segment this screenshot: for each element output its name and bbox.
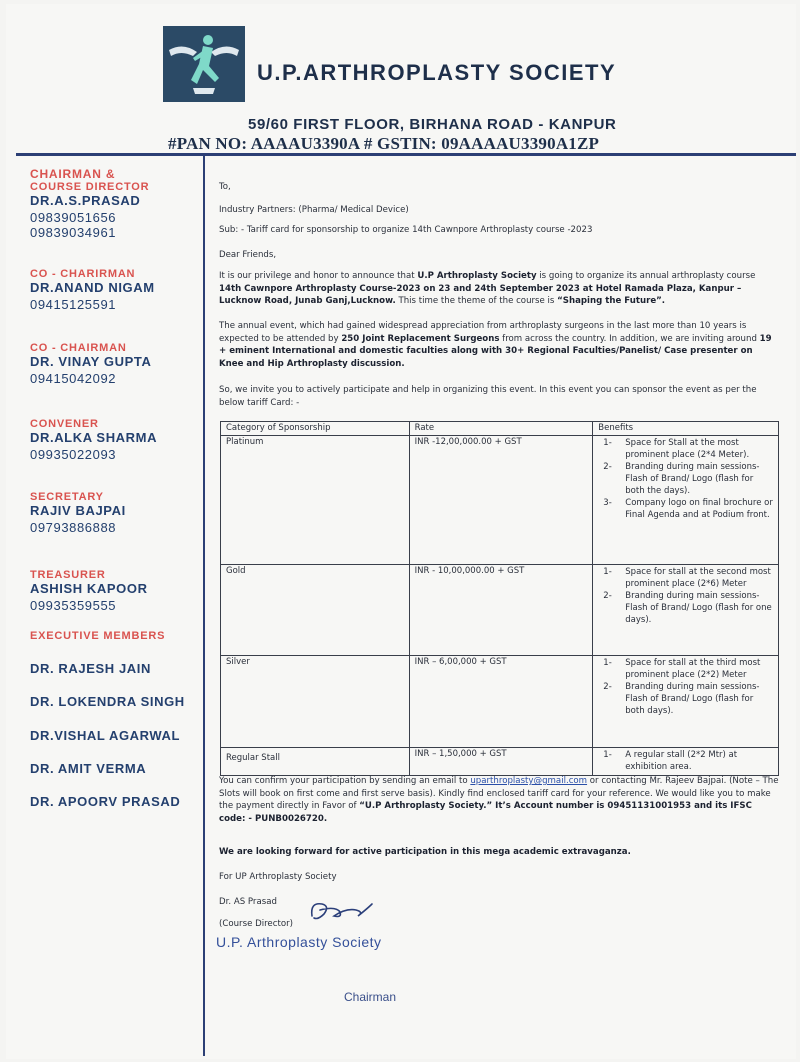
exec-member: DR. RAJESH JAIN (30, 661, 151, 676)
benefit-item: 3- Company logo on final brochure or Final Agenda and at Podium front. (603, 498, 773, 520)
rate-cell: INR – 1,50,000 + GST (409, 748, 593, 776)
signer-name: Dr. AS Prasad (219, 897, 277, 907)
pan-gst-line: #PAN NO: AAAAU3390A # GSTIN: 09AAAAU3390A1ZP (168, 134, 600, 153)
paragraph-announcement: It is our privilege and honor to announce that U.P Arthroplasty Society is going to organize its annual arthroplasty course 14th Cawnpore Arthroplasty Course-2023 on 23 and 24th September 2023 at Hotel Ramada Plaza, Kanpur – Lucknow Road, Junab Ganj,Lucknow. This time the theme of the course is “Shaping the Future”. (219, 271, 756, 306)
convener-phone: 09935022093 (30, 447, 117, 462)
benefits-cell (593, 656, 779, 748)
table-row (221, 436, 779, 565)
co-chairman-1-role: CO - CHARIRMAN (30, 268, 136, 280)
secretary-phone: 09793886888 (30, 520, 117, 535)
benefits-cell (593, 565, 779, 656)
convener-role: CONVENER (30, 418, 99, 430)
header-benefits: Benefits (593, 422, 779, 436)
exec-member: DR. AMIT VERMA (30, 761, 147, 776)
co-chairman-1-name: DR.ANAND NIGAM (30, 280, 155, 295)
benefit-item: 1- Space for Stall at the most prominent place (2*4 Meter). (603, 438, 750, 460)
paragraph-payment: You can confirm your participation by sending an email to uparthroplasty@gmail.com or contacting Mr. Rajeev Bajpai. (Note – The Slots will book on first come and first serve basis). Kindly find enclosed tariff card for your reference. We would like you to make the payment directly in Favor of “U.P Arthroplasty Society.” It’s Account number is 09451131001953 and its IFSC code: - PUNB0026720. (219, 776, 779, 824)
runner-logo-icon (163, 26, 245, 102)
sidebar-treasurer (30, 569, 148, 613)
category-cell: Silver (221, 656, 410, 748)
treasurer-phone: 09935359555 (30, 598, 117, 613)
table-row (221, 748, 779, 776)
sidebar-convener (30, 418, 157, 462)
sidebar-divider (203, 156, 205, 1056)
category-cell: Regular Stall (221, 748, 410, 776)
table-row (221, 656, 779, 748)
letter-salutation: Dear Friends, (219, 250, 277, 260)
chairman-phone-2: 09839034961 (30, 225, 117, 240)
letter-recipient: Industry Partners: (Pharma/ Medical Device) (219, 205, 409, 215)
rate-cell: INR - 10,00,000.00 + GST (409, 565, 593, 656)
header-rate: Rate (409, 422, 593, 436)
treasurer-role: TREASURER (30, 569, 106, 581)
benefit-item: 2- Branding during main sessions- Flash of Brand/ Logo (flash for one days). (603, 591, 772, 625)
signer-title: (Course Director) (219, 919, 293, 929)
paragraph-closing: We are looking forward for active participation in this mega academic extravaganza. (219, 847, 631, 857)
sidebar-chairman (30, 167, 149, 240)
chairman-phone-1: 09839051656 (30, 210, 117, 225)
closing-line: For UP Arthroplasty Society (219, 872, 337, 882)
header-divider (16, 153, 796, 156)
letter-subject: Sub: - Tariff card for sponsorship to organize 14th Cawnpore Arthroplasty course -2023 (219, 225, 593, 235)
benefit-item: 2- Branding during main sessions- Flash of Brand/ Logo (flash for both days). (603, 682, 760, 716)
co-chairman-2-name: DR. VINAY GUPTA (30, 354, 152, 369)
org-address: 59/60 FIRST FLOOR, BIRHANA ROAD - KANPUR (248, 116, 617, 133)
tariff-table (220, 421, 779, 776)
benefit-item: 1- Space for stall at the third most prominent place (2*2) Meter (603, 658, 761, 680)
chairman-role: CHAIRMAN & (30, 167, 116, 181)
benefits-cell (593, 436, 779, 565)
co-chairman-1-phone: 09415125591 (30, 297, 117, 312)
category-cell: Platinum (221, 436, 410, 565)
exec-member: DR. APOORV PRASAD (30, 794, 181, 809)
course-director-role: COURSE DIRECTOR (30, 181, 150, 193)
rate-cell: INR – 6,00,000 + GST (409, 656, 593, 748)
table-header-row (221, 422, 779, 436)
letter-to: To, (219, 182, 231, 192)
category-cell: Gold (221, 565, 410, 656)
table-row (221, 565, 779, 656)
stamp-role: Chairman (344, 990, 397, 1004)
stamp-org-name: U.P. Arthroplasty Society (216, 934, 382, 950)
secretary-name: RAJIV BAJPAI (30, 503, 126, 518)
exec-member: DR. LOKENDRA SINGH (30, 694, 185, 709)
sidebar-co-chairman-1 (30, 268, 155, 312)
header-category: Category of Sponsorship (221, 422, 410, 436)
benefit-item: 1- Space for stall at the second most prominent place (2*6) Meter (603, 567, 771, 589)
treasurer-name: ASHISH KAPOOR (30, 581, 148, 596)
sidebar-co-chairman-2 (30, 342, 151, 386)
org-name: U.P.ARTHROPLASTY SOCIETY (257, 60, 617, 85)
paragraph-attendance: The annual event, which had gained widespread appreciation from arthroplasty surgeons in the last more than 10 years is expected to be attended by 250 Joint Replacement Surgeons from across the country. In addition, we are inviting around 19 + eminent International and domestic faculties along with 30+ Regional Faculties/Panelist/ Case presenter on Knee and Hip Arthroplasty discussion. (219, 321, 772, 369)
secretary-role: SECRETARY (30, 491, 104, 503)
chairman-name: DR.A.S.PRASAD (30, 193, 141, 208)
benefit-item: 1- A regular stall (2*2 Mtr) at exhibition area. (603, 750, 738, 772)
sidebar-secretary (30, 491, 126, 535)
convener-name: DR.ALKA SHARMA (30, 430, 158, 445)
benefits-cell (593, 748, 779, 776)
co-chairman-2-phone: 09415042092 (30, 371, 117, 386)
co-chairman-2-role: CO - CHAIRMAN (30, 342, 127, 354)
exec-member: DR.VISHAL AGARWAL (30, 728, 181, 743)
paragraph-invite: So, we invite you to actively participate and help in organizing this event. In this event you can sponsor the event as per the below tariff Card: - (219, 385, 757, 408)
rate-cell: INR -12,00,000.00 + GST (409, 436, 593, 565)
sidebar-executive-role: EXECUTIVE MEMBERS (30, 630, 166, 642)
email-link[interactable]: uparthroplasty@gmail.com (470, 776, 588, 786)
signature-icon (306, 898, 376, 926)
benefit-item: 2- Branding during main sessions- Flash of Brand/ Logo (flash for both the days). (603, 462, 760, 496)
